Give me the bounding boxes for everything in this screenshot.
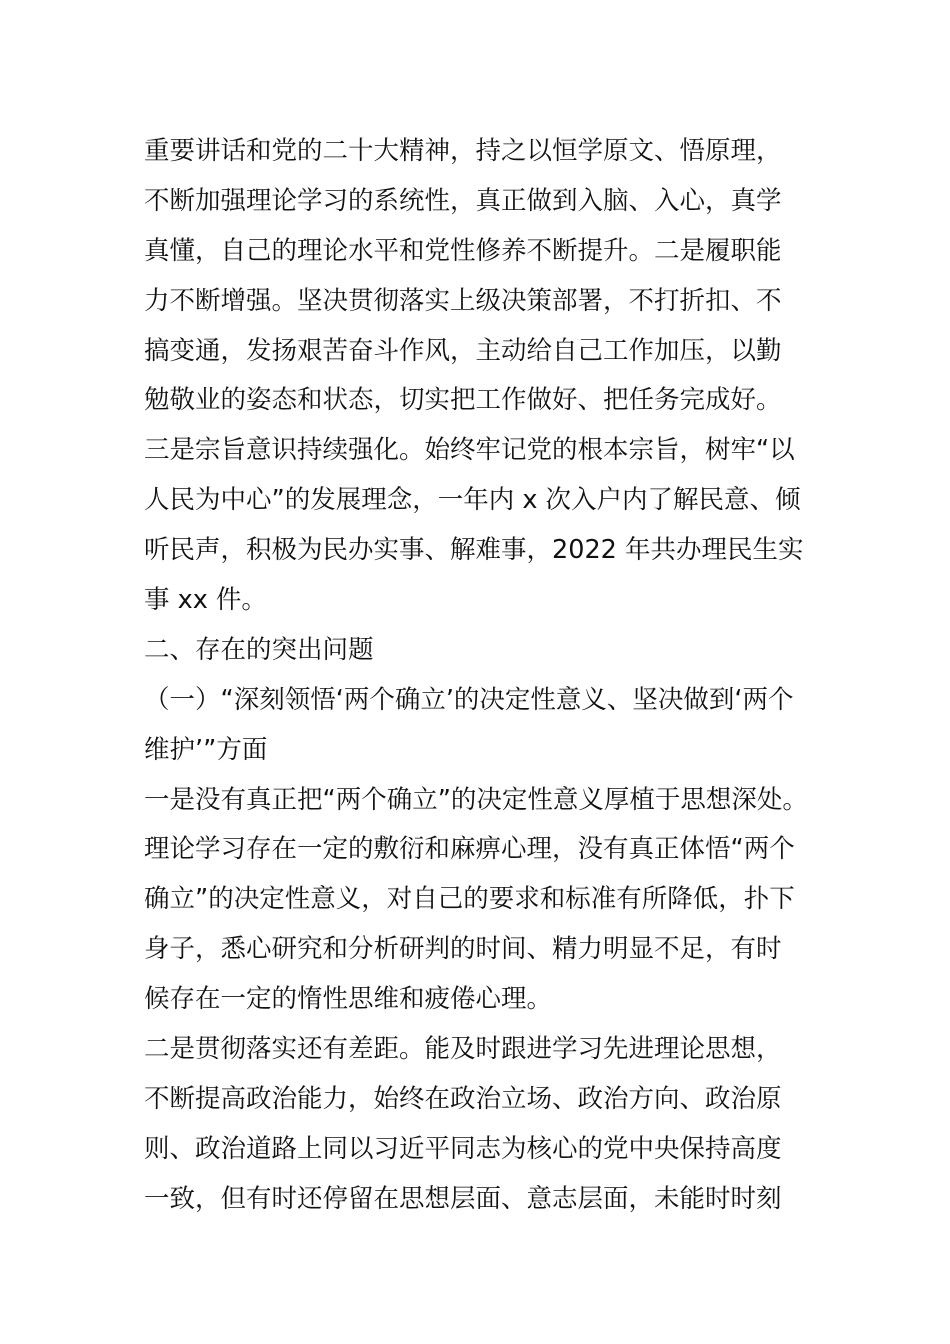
text-line: 不断提高政治能力，始终在政治立场、政治方向、政治原 <box>144 1083 782 1114</box>
text-line: 人民为中心”的发展理念，一年内 x 次入户内了解民意、倾 <box>144 485 801 516</box>
text-line: 则、政治道路上同以习近平同志为核心的党中央保持高度 <box>144 1133 782 1164</box>
text-line: 真懂，自己的理论水平和党性修养不断提升。二是履职能 <box>144 235 782 266</box>
text-line: 不断加强理论学习的系统性，真正做到入脑、入心，真学 <box>144 185 782 216</box>
text-line: 理论学习存在一定的敷衍和麻痹心理，没有真正体悟“两个 <box>144 834 795 865</box>
text-line: 身子，悉心研究和分析研判的时间、精力明显不足，有时 <box>144 934 782 965</box>
text-line: 搞变通，发扬艰苦奋斗作风，主动给自己工作加压，以勤 <box>144 335 782 366</box>
text-line: 确立”的决定性意义，对自己的要求和标准有所降低，扑下 <box>144 884 795 915</box>
subsection-heading: （一）“深刻领悟‘两个确立’的决定性意义、坚决做到‘两个 <box>144 684 794 715</box>
document-body <box>144 127 824 1225</box>
text-line: 重要讲话和党的二十大精神，持之以恒学原文、悟原理， <box>144 136 782 166</box>
text-line: 勉敬业的姿态和状态，切实把工作做好、把任务完成好。 <box>144 385 782 416</box>
text-line: 二是贯彻落实还有差距。能及时跟进学习先进理论思想， <box>144 1034 782 1065</box>
text-line: 事 xx 件。 <box>144 585 267 616</box>
text-line: 一是没有真正把“两个确立”的决定性意义厚植于思想深处。 <box>144 784 808 815</box>
text-line: 听民声，积极为民办实事、解难事，2022 年共办理民生实 <box>144 535 804 566</box>
text-line: 三是宗旨意识持续强化。始终牢记党的根本宗旨，树牢“以 <box>144 435 795 466</box>
text-line: 一致，但有时还停留在思想层面、意志层面，未能时时刻 <box>144 1183 782 1214</box>
section-heading: 二、存在的突出问题 <box>144 634 374 665</box>
subsection-heading: 维护’”方面 <box>144 734 268 765</box>
text-line: 候存在一定的惰性思维和疲倦心理。 <box>144 984 553 1015</box>
text-line: 力不断增强。坚决贯彻落实上级决策部署，不打折扣、不 <box>144 285 782 316</box>
